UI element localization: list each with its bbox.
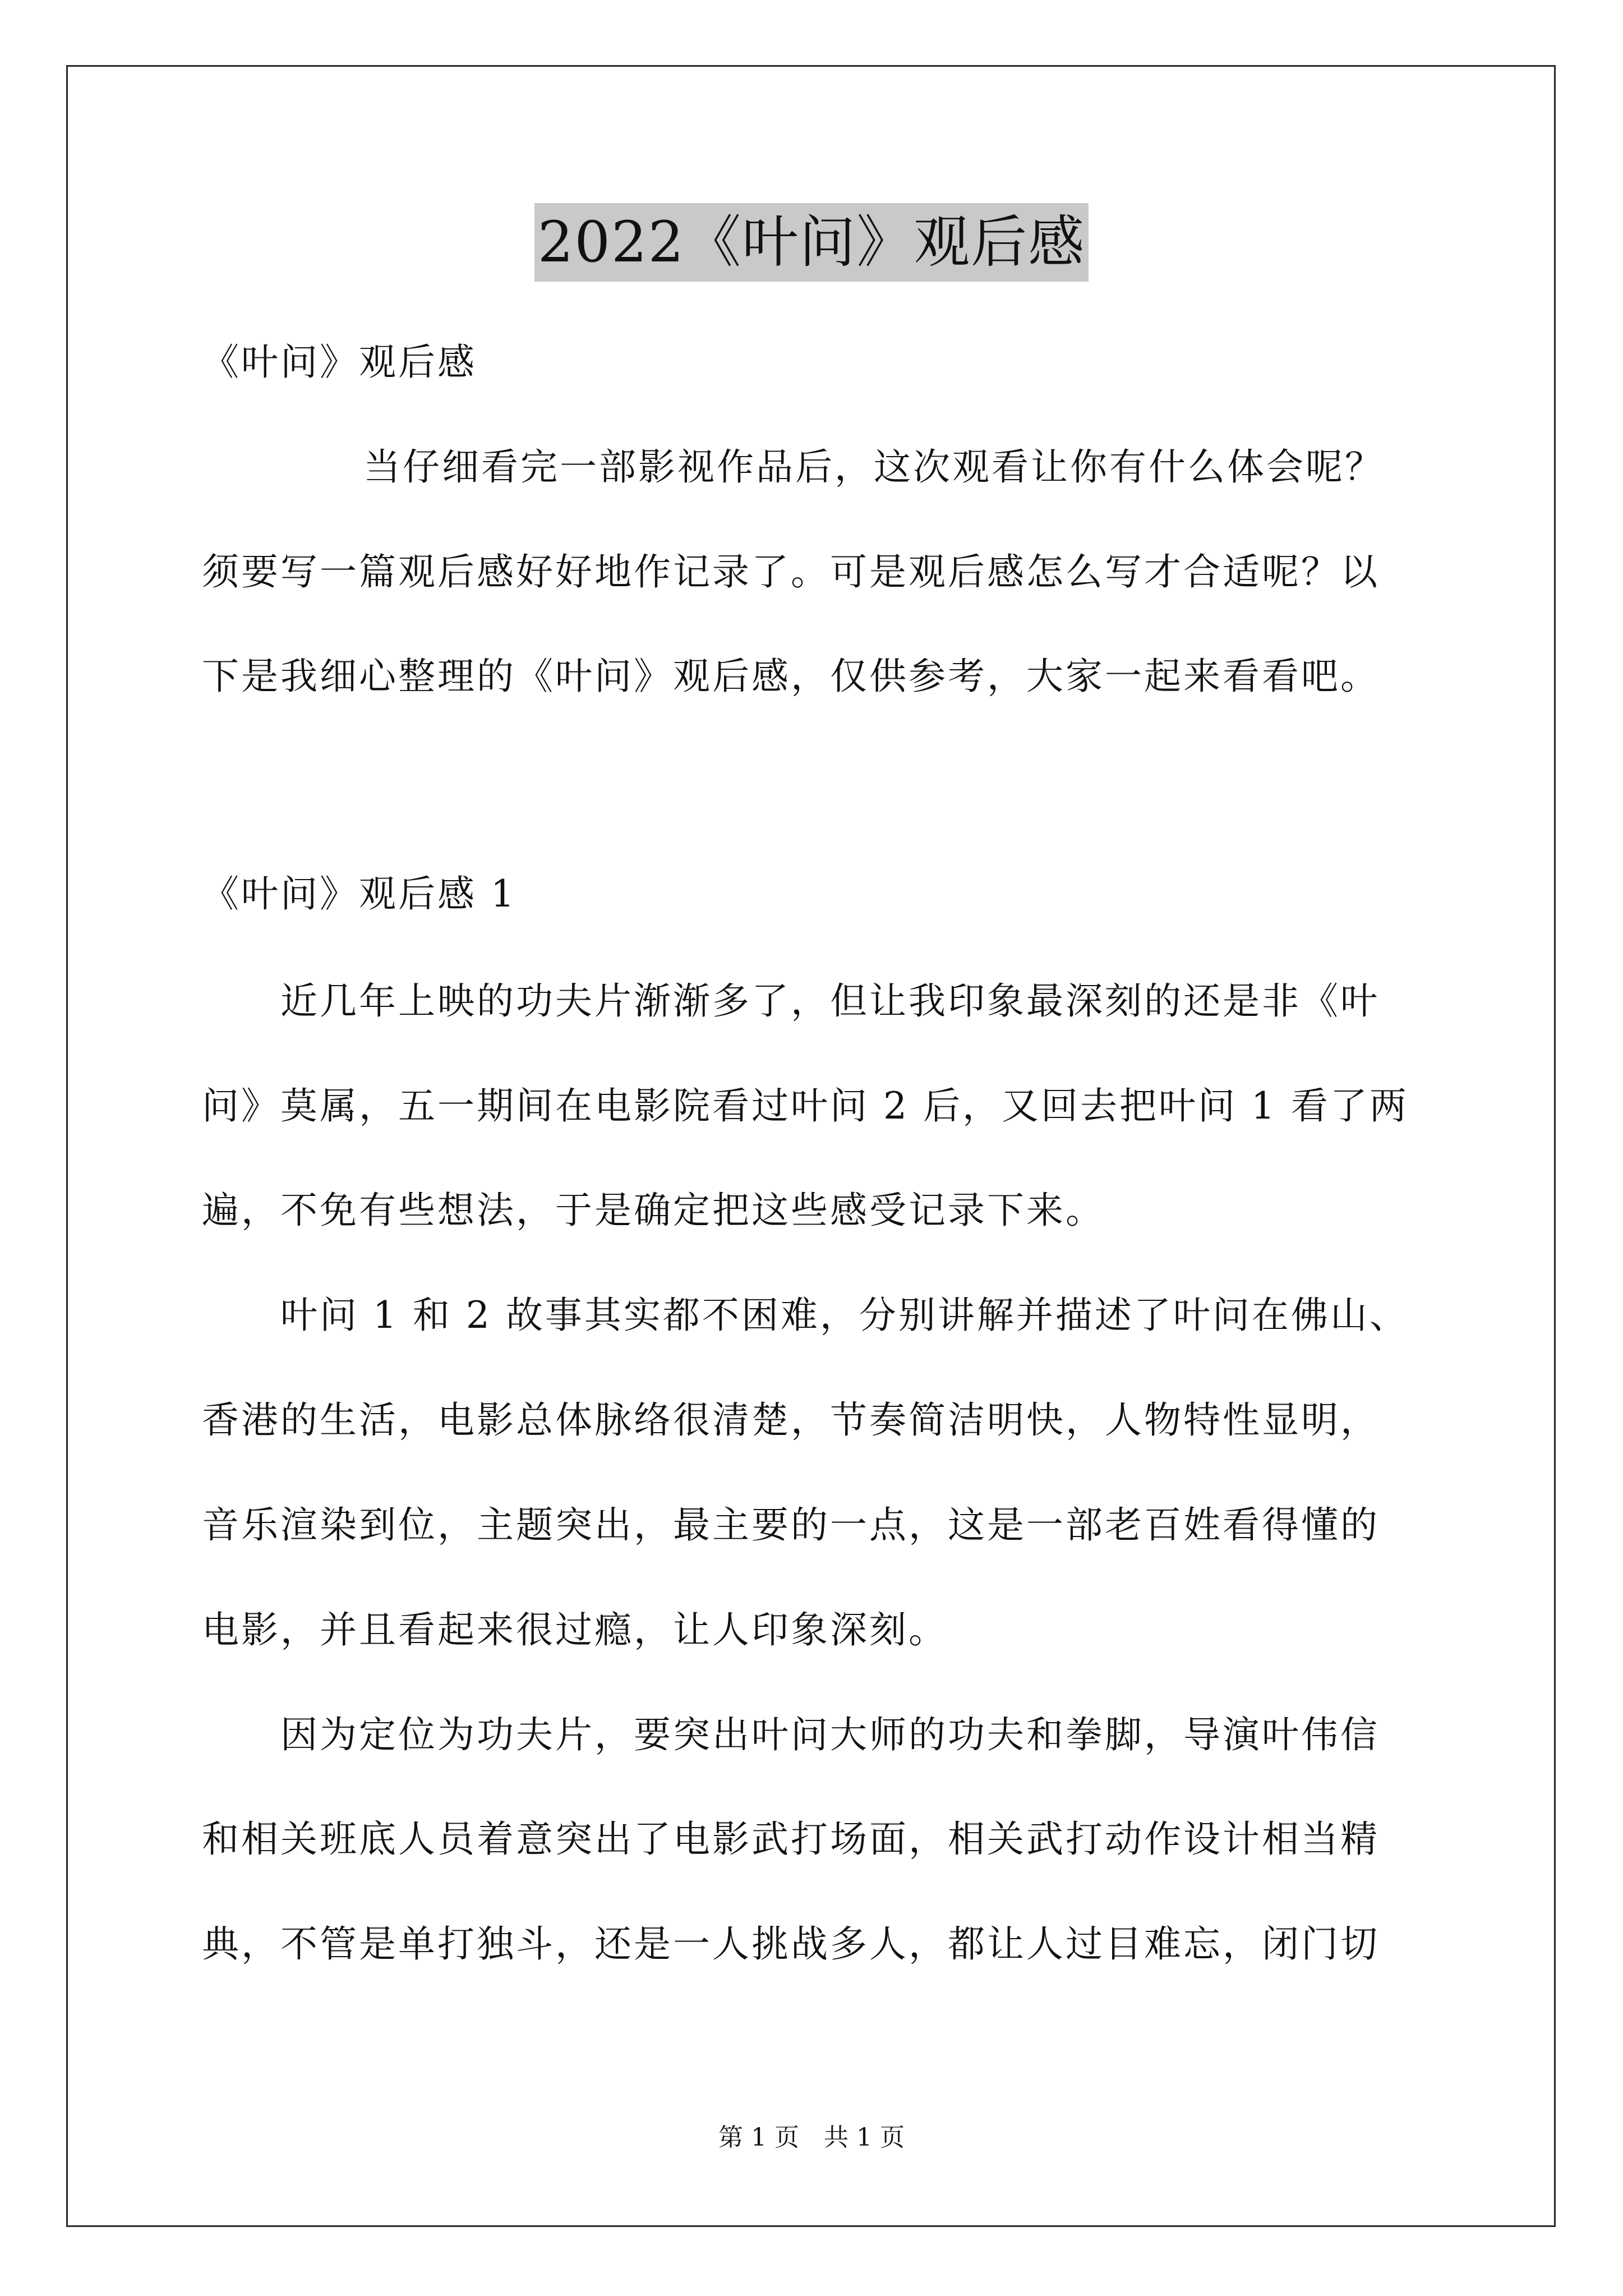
paragraph-line: 因为定位为功夫片，要突出叶问大师的功夫和拳脚，导演叶伟信 <box>280 1713 1380 1756</box>
title-container <box>0 203 1623 282</box>
section-heading: 《叶问》观后感 1 <box>202 872 517 915</box>
paragraph-line: 叶问 1 和 2 故事其实都不困难，分别讲解并描述了叶问在佛山、 <box>280 1294 1409 1337</box>
paragraph-line: 和相关班底人员着意突出了电影武打场面，相关武打动作设计相当精 <box>202 1818 1380 1861</box>
paragraph-line: 下是我细心整理的《叶问》观后感，仅供参考，大家一起来看看吧。 <box>202 655 1380 698</box>
paragraph-line: 遍，不免有些想法，于是确定把这些感受记录下来。 <box>202 1189 1105 1232</box>
paragraph-line: 典，不管是单打独斗，还是一人挑战多人，都让人过目难忘，闭门切 <box>202 1922 1380 1966</box>
paragraph-line: 电影，并且看起来很过瘾，让人印象深刻。 <box>202 1608 948 1651</box>
paragraph-line: 音乐渲染到位，主题突出，最主要的一点，这是一部老百姓看得懂的 <box>202 1503 1380 1547</box>
section-heading: 《叶问》观后感 <box>202 341 477 384</box>
document-title: 2022《叶问》观后感 <box>534 203 1089 282</box>
paragraph-line: 近几年上映的功夫片渐渐多了，但让我印象最深刻的还是非《叶 <box>280 979 1380 1023</box>
paragraph-line: 当仔细看完一部影视作品后，这次观看让你有什么体会呢？ <box>363 445 1384 489</box>
paragraph-line: 香港的生活，电影总体脉络很清楚，节奏简洁明快，人物特性显明， <box>202 1398 1380 1442</box>
paragraph-line: 问》莫属，五一期间在电影院看过叶问 2 后，又回去把叶问 1 看了两 <box>202 1084 1409 1128</box>
page-number-footer: 第 1 页 共 1 页 <box>718 2123 905 2152</box>
paragraph-line: 须要写一篇观后感好好地作记录了。可是观后感怎么写才合适呢？以 <box>202 550 1380 593</box>
